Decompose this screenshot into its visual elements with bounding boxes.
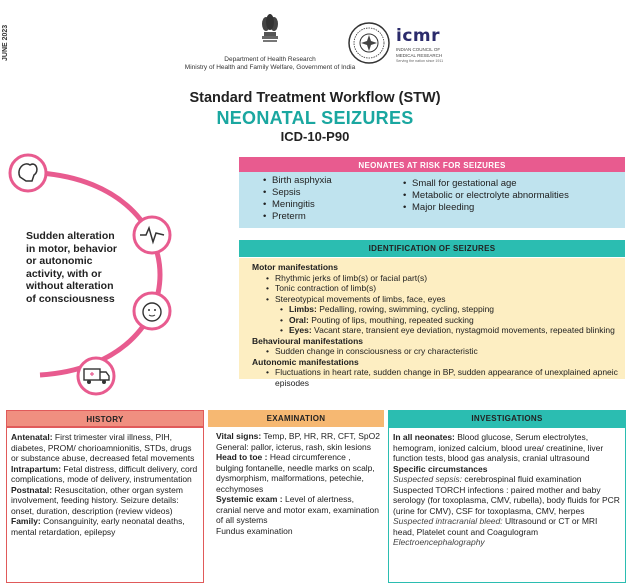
investigations-heading: INVESTIGATIONS bbox=[388, 410, 626, 427]
list-item: • Sepsis bbox=[263, 187, 413, 199]
behavioural-heading: Behavioural manifestations bbox=[252, 335, 364, 346]
council-seal-logo bbox=[348, 22, 390, 64]
list-item: • Small for gestational age bbox=[403, 178, 623, 190]
motor-heading: Motor manifestations bbox=[252, 262, 338, 272]
stw-label: Standard Treatment Workflow (STW) bbox=[189, 90, 441, 106]
specific-heading: Specific circumstances bbox=[393, 463, 488, 474]
sepsis-text: Suspected sepsis: cerebrospinal fluid examination bbox=[393, 474, 582, 484]
general-text: General: pallor, icterus, rash, skin lesions bbox=[216, 441, 371, 452]
stereotypical-list bbox=[280, 304, 622, 336]
bleed-text: Suspected intracranial bleed: Ultrasound or CT or MRI head, Platelet count and Coagulogram bbox=[393, 516, 598, 537]
history-heading: HISTORY bbox=[6, 410, 204, 427]
examination-panel bbox=[208, 427, 384, 583]
systemic-exam-text: Systemic exam : Level of alertness, cranial nerve and motor exam, examination of all systems bbox=[216, 494, 379, 525]
vital-signs-text: Vital signs: Temp, BP, HR, RR, CFT, SpO2 bbox=[216, 431, 380, 441]
list-item: • Limbs: Pedalling, rowing, swimming, cycling, stepping bbox=[280, 304, 622, 315]
page-title: NEONATAL SEIZURES bbox=[216, 108, 414, 128]
icmr-logo: icmr INDIAN COUNCIL OF MEDICAL RESEARCH Serving the nation since 1911 bbox=[396, 26, 444, 63]
icd-code: ICD-10-P90 bbox=[280, 129, 350, 144]
national-emblem-logo bbox=[258, 10, 282, 44]
brain-icon bbox=[10, 155, 46, 191]
family-text: Family: Consanguinity, early neonatal deaths, mental retardation, epilepsy bbox=[11, 516, 185, 537]
behavioural-list bbox=[266, 346, 622, 357]
list-item: • Stereotypical movements of limbs, face, eyes bbox=[266, 294, 622, 305]
definition-text: Sudden alteration in motor, behavior or autonomic activity, with or without alteration of consciousness bbox=[26, 230, 118, 305]
heartbeat-icon bbox=[134, 217, 170, 253]
list-item: • Major bleeding bbox=[403, 202, 623, 214]
risk-heading: NEONATES AT RISK FOR SEIZURES bbox=[239, 157, 625, 172]
ambulance-icon bbox=[78, 358, 114, 394]
examination-heading: EXAMINATION bbox=[208, 410, 384, 427]
list-item: • Preterm bbox=[263, 211, 413, 223]
department-header: Department of Health Research Ministry of Health and Family Welfare, Government of India bbox=[184, 56, 356, 71]
investigations-panel bbox=[388, 427, 626, 583]
baby-face-icon bbox=[134, 293, 170, 329]
list-item: • Tonic contraction of limb(s) bbox=[266, 283, 622, 294]
autonomic-list bbox=[266, 367, 622, 388]
risk-list-right bbox=[403, 178, 623, 214]
motor-list bbox=[266, 273, 622, 305]
fundus-text: Fundus examination bbox=[216, 525, 293, 536]
list-item: • Sudden change in consciousness or cry characteristic bbox=[266, 346, 622, 357]
antenatal-text: Antenatal: First trimester viral illness, PIH, diabetes, PROM/ chorioamnionitis, STDs, drugs or substance abuse, decreased fetal movements bbox=[11, 432, 195, 463]
list-item: • Rhythmic jerks of limb(s) or facial part(s) bbox=[266, 273, 622, 284]
list-item: • Fluctuations in heart rate, sudden change in BP, sudden appearance of unexplained apneic episodes bbox=[266, 367, 622, 388]
torch-text: Suspected TORCH infections : paired mother and baby serology (for toxoplasma, CMV, rubella), body fluids for PCR (urine for CMV), CSF for toxoplasma, CMV, herpes bbox=[393, 484, 620, 516]
all-neonates-text: In all neonates: Blood glucose, Serum electrolytes, hemogram, ionized calcium, blood urea/ creatinine, liver function tests, blood gas analysis, cranial ultrasound bbox=[393, 432, 604, 463]
list-item: • Eyes: Vacant stare, transient eye deviation, nystagmoid movements, repeated blinking bbox=[280, 325, 622, 336]
list-item: • Metabolic or electrolyte abnormalities bbox=[403, 190, 623, 202]
risk-panel bbox=[239, 172, 625, 228]
risk-list-left bbox=[263, 175, 413, 223]
autonomic-heading: Autonomic manifestations bbox=[252, 356, 359, 367]
head-to-toe-text: Head to toe : Head circumference , bulging fontanelle, needle marks on scalp, dysmorphism, malformations, petechie, ecchymoses bbox=[216, 452, 375, 494]
identification-panel bbox=[239, 258, 625, 388]
publication-date-label: JUNE 2023 bbox=[2, 24, 9, 62]
list-item: • Oral: Pouting of lips, mouthing, repeated sucking bbox=[280, 315, 622, 326]
postnatal-text: Postnatal: Resuscitation, other organ system involvement, feeding history. Seizure details: onset, duration, description (review videos) bbox=[11, 484, 183, 516]
intrapartum-text: Intrapartum: Fetal distress, difficult delivery, cord complications, mode of delivery, instrumentation bbox=[11, 463, 198, 484]
history-panel bbox=[6, 427, 204, 583]
list-item: • Birth asphyxia bbox=[263, 175, 413, 187]
eeg-text: Electroencephalography bbox=[393, 537, 485, 547]
identification-heading: IDENTIFICATION OF SEIZURES bbox=[239, 240, 625, 257]
list-item: • Meningitis bbox=[263, 199, 413, 211]
